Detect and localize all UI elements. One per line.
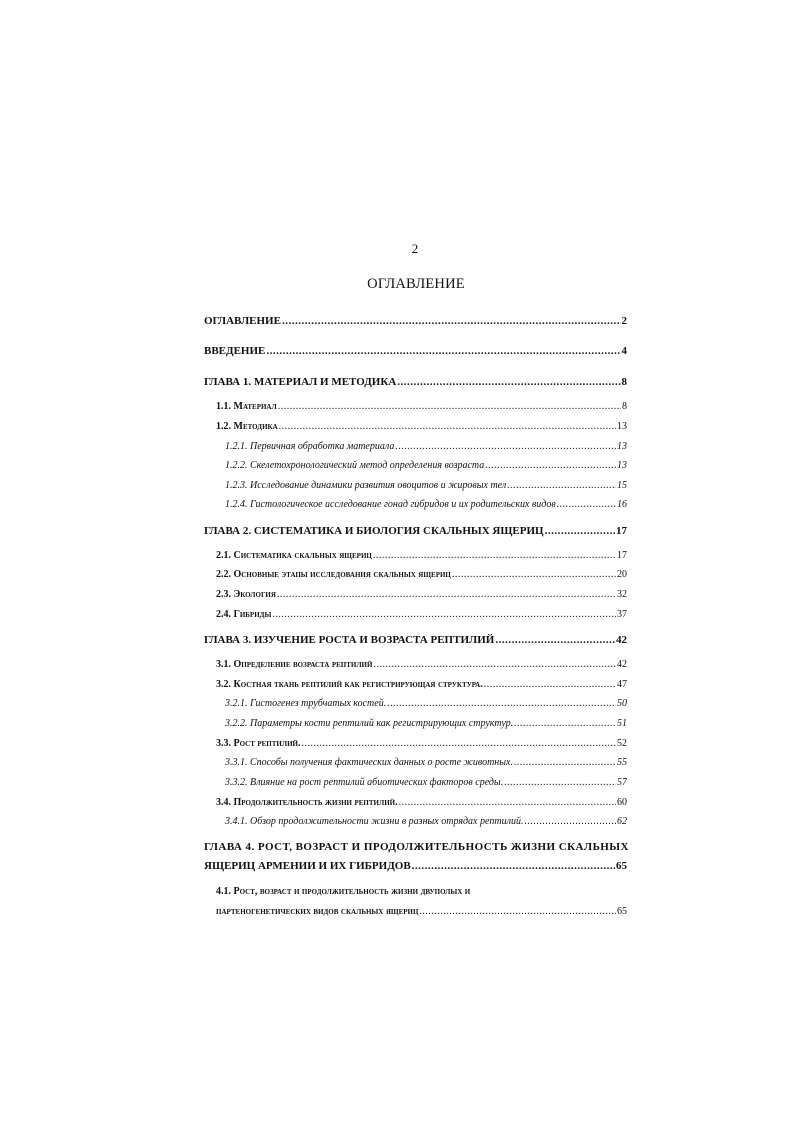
toc-entry-chapter-3[interactable] xyxy=(204,632,627,648)
toc-entry-label: ВВЕДЕНИЕ xyxy=(204,345,266,357)
dot-leader xyxy=(514,716,616,732)
toc-entry-1-2[interactable] xyxy=(216,419,627,435)
toc-entry-label: 3.4.1. Обзор продолжительности жизни в разных отрядах рептилий. xyxy=(225,816,524,827)
toc-entry-label: ГЛАВА 2. СИСТЕМАТИКА И БИОЛОГИЯ СКАЛЬНЫХ ЯЩЕРИЦ xyxy=(204,525,544,537)
dot-leader xyxy=(514,755,616,771)
toc-entry-label: 1.2.2. Скелетохронологический метод определения возраста xyxy=(225,460,485,471)
toc-entry-1-2-4[interactable] xyxy=(225,497,627,513)
toc-entry-label: 1.2.4. Гистологическое исследование гонад гибридов и их родительских видов xyxy=(225,499,556,510)
dot-leader xyxy=(397,374,620,390)
toc-entry-page: 32 xyxy=(617,589,627,600)
toc-entry-page: 50 xyxy=(617,698,627,709)
toc-entry-2-2[interactable] xyxy=(216,567,627,583)
toc-entry-page: 20 xyxy=(617,569,627,580)
toc-entry-page: 16 xyxy=(617,499,627,510)
dot-leader xyxy=(387,696,616,712)
toc-entry-page: 55 xyxy=(617,757,627,768)
toc-entry-label: 2.1. Систематика скальных ящериц xyxy=(216,550,372,561)
toc-entry-3-2-2[interactable] xyxy=(225,716,627,732)
toc-entry-page: 17 xyxy=(617,550,627,561)
toc-entry-label: 3.2. Костная ткань рептилий как регистрирующая структура. xyxy=(216,679,483,690)
toc-entry-3-1[interactable] xyxy=(216,657,627,673)
toc-entry-introduction[interactable] xyxy=(204,343,627,359)
toc-entry-3-2[interactable] xyxy=(216,677,627,693)
toc-entry-page: 8 xyxy=(621,376,627,388)
toc-entry-line-2 xyxy=(216,904,627,920)
dot-leader xyxy=(504,775,616,791)
dot-leader xyxy=(395,439,616,455)
toc-entry-label: 1.1. Материал xyxy=(216,401,277,412)
toc-entry-page: 47 xyxy=(617,679,627,690)
toc-entry-1-2-1[interactable] xyxy=(225,439,627,455)
toc-entry-label: 3.3. Рост рептилий. xyxy=(216,738,301,749)
toc-entry-label: 3.1. Определение возраста рептилий xyxy=(216,659,373,670)
toc-entry-label: 3.3.1. Способы получения фактических данных о росте животных. xyxy=(225,757,513,768)
page-title: ОГЛАВЛЕНИЕ xyxy=(367,276,465,292)
toc-entry-label: 2.4. Гибриды xyxy=(216,609,272,620)
toc-entry-page: 60 xyxy=(617,797,627,808)
toc-entry-label: ГЛАВА 3. ИЗУЧЕНИЕ РОСТА И ВОЗРАСТА РЕПТИЛИЙ xyxy=(204,634,495,646)
toc-entry-contents[interactable] xyxy=(204,313,627,329)
dot-leader xyxy=(266,343,620,359)
toc-entry-3-3-2[interactable] xyxy=(225,775,627,791)
toc-entry-label: ГЛАВА 1. МАТЕРИАЛ И МЕТОДИКА xyxy=(204,376,397,388)
dot-leader xyxy=(495,632,615,648)
dot-leader xyxy=(373,657,616,673)
toc-entry-2-1[interactable] xyxy=(216,548,627,564)
dot-leader xyxy=(485,458,616,474)
toc-entry-label-line-1: 4.1. Рост, возраст и продолжительность жизни двуполых и xyxy=(216,886,471,897)
toc-entry-page: 13 xyxy=(617,441,627,452)
toc-entry-page: 65 xyxy=(616,860,627,872)
dot-leader xyxy=(419,904,616,920)
toc-entry-page: 2 xyxy=(621,315,627,327)
toc-entry-label-line-2: ЯЩЕРИЦ АРМЕНИИ И ИХ ГИБРИДОВ xyxy=(204,860,411,872)
dot-leader xyxy=(373,548,616,564)
toc-entry-label: 2.2. Основные этапы исследования скальных ящериц xyxy=(216,569,451,580)
toc-entry-page: 13 xyxy=(617,460,627,471)
toc-entry-label: 3.2.1. Гистогенез трубчатых костей. xyxy=(225,698,387,709)
dot-leader xyxy=(277,587,616,603)
toc-entry-label: 1.2.3. Исследование динамики развития овоцитов и жировых тел xyxy=(225,480,507,491)
toc-entry-page: 42 xyxy=(616,634,627,646)
toc-entry-page: 8 xyxy=(622,401,627,412)
dot-leader xyxy=(272,607,616,623)
toc-entry-3-4-1[interactable] xyxy=(225,814,627,830)
toc-entry-chapter-2[interactable] xyxy=(204,523,627,539)
toc-entry-page: 57 xyxy=(617,777,627,788)
toc-entry-label: 1.2. Методика xyxy=(216,421,278,432)
toc-entry-3-3-1[interactable] xyxy=(225,755,627,771)
page-number: 2 xyxy=(411,241,419,256)
toc-entry-chapter-1[interactable] xyxy=(204,374,627,390)
toc-entry-page: 15 xyxy=(617,480,627,491)
dot-leader xyxy=(484,677,616,693)
toc-entry-page: 37 xyxy=(617,609,627,620)
toc-entry-page: 51 xyxy=(617,718,627,729)
toc-entry-page: 4 xyxy=(621,345,627,357)
dot-leader xyxy=(507,478,616,494)
toc-entry-1-2-2[interactable] xyxy=(225,458,627,474)
toc-entry-line-2 xyxy=(204,858,627,874)
toc-entry-1-2-3[interactable] xyxy=(225,478,627,494)
toc-entry-2-4[interactable] xyxy=(216,607,627,623)
toc-entry-page: 62 xyxy=(617,816,627,827)
toc-entry-page: 65 xyxy=(617,906,627,917)
toc-entry-2-3[interactable] xyxy=(216,587,627,603)
dot-leader xyxy=(525,814,616,830)
toc-entry-label: 3.4. Продолжительность жизни рептилий. xyxy=(216,797,398,808)
dot-leader xyxy=(301,736,616,752)
toc-entry-label: 3.2.2. Параметры кости рептилий как регистрирующих структур. xyxy=(225,718,514,729)
dot-leader xyxy=(545,523,615,539)
toc-entry-3-4[interactable] xyxy=(216,795,627,811)
dot-leader xyxy=(412,858,615,874)
dot-leader xyxy=(452,567,616,583)
dot-leader xyxy=(282,313,621,329)
toc-entry-page: 52 xyxy=(617,738,627,749)
dot-leader xyxy=(279,419,616,435)
toc-entry-page: 17 xyxy=(616,525,627,537)
dot-leader xyxy=(399,795,616,811)
toc-entry-label-line-1: ГЛАВА 4. РОСТ, ВОЗРАСТ И ПРОДОЛЖИТЕЛЬНОСТЬ ЖИЗНИ СКАЛЬНЫХ xyxy=(204,841,629,853)
dot-leader xyxy=(278,399,621,415)
toc-entry-3-3[interactable] xyxy=(216,736,627,752)
toc-entry-label: ОГЛАВЛЕНИЕ xyxy=(204,315,281,327)
toc-entry-page: 13 xyxy=(617,421,627,432)
toc-entry-page: 42 xyxy=(617,659,627,670)
toc-entry-label-line-2: партеногенетических видов скальных ящериц xyxy=(216,906,419,917)
toc-entry-label: 3.3.2. Влияние на рост рептилий абиотических факторов среды. xyxy=(225,777,504,788)
toc-entry-label: 1.2.1. Первичная обработка материала xyxy=(225,441,395,452)
toc-entry-label: 2.3. Экология xyxy=(216,589,276,600)
toc-entry-1-1[interactable] xyxy=(216,399,627,415)
toc-entry-3-2-1[interactable] xyxy=(225,696,627,712)
dot-leader xyxy=(557,497,616,513)
